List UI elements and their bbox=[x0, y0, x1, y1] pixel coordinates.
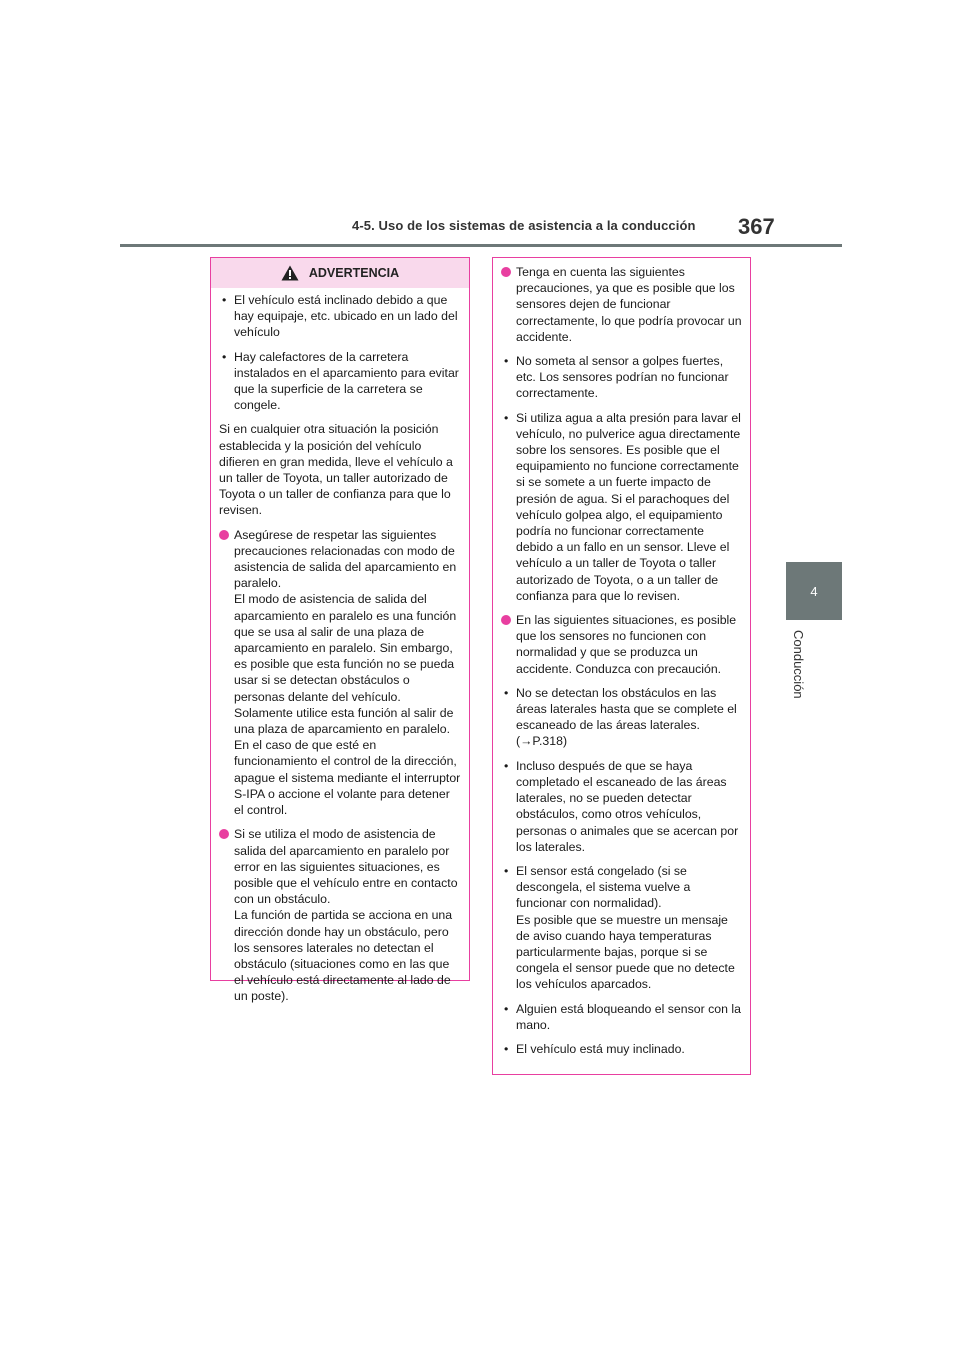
warning-header bbox=[211, 258, 469, 288]
circle-item-situations: En las siguientes situaciones, es posible que los sensores no funcionen con normalidad y que se produzca un accidente. Conduzca con precaución. bbox=[501, 612, 742, 677]
warning-title: ADVERTENCIA bbox=[308, 265, 400, 280]
warning-paragraph: Si en cualquier otra situación la posición establecida y la posición del vehículo difieren en gran medida, lleve el vehículo a un taller de Toyota, un taller autorizado de Toyota o un taller de confianza para que lo revisen. bbox=[219, 422, 453, 518]
page-number: 367 bbox=[738, 214, 775, 239]
circle-item-continuation: La función de partida se acciona en una dirección donde hay un obstáculo, pero los sensores laterales no detectan el obstáculo (situaciones como en las que el vehículo está directamente al lado de un poste). bbox=[234, 908, 453, 1004]
chapter-tab[interactable] bbox=[786, 562, 842, 620]
warning-circle-item-1 bbox=[219, 527, 461, 819]
bullet-side-scan-text: • No se detectan los obstáculos en las áreas laterales hasta que se complete el escaneado de las áreas laterales. bbox=[516, 685, 737, 733]
header-divider bbox=[120, 244, 842, 247]
bullet-after-scan: • Incluso después de que se haya completado el escaneado de las áreas laterales, no se pueden detectar obstáculos, como otros vehículos, personas o animales que se acercan por los laterales. bbox=[501, 758, 742, 855]
circle-item-text: Asegúrese de respetar las siguientes precauciones relacionadas con modo de asistencia de salida del aparcamiento en paralelo. bbox=[234, 527, 457, 591]
circle-item-text: Si se utiliza el modo de asistencia de salida del aparcamiento en paralelo por error en las siguientes situaciones, es posible que el vehículo entre en contacto con un obstáculo. bbox=[234, 827, 458, 907]
bullet-blocked-sensor: • Alguien está bloqueando el sensor con la mano. bbox=[501, 1001, 742, 1033]
bullet-side-scan bbox=[501, 685, 742, 750]
warning-circle-item-2 bbox=[219, 826, 461, 1004]
circle-item-continuation: El modo de asistencia de salida del aparcamiento en paralelo es una función que se usa al salir de una plaza de aparcamiento en paralelo. Sin embargo, es posible que esta función no se pueda usar si se detectan obstáculos o personas delante del vehículo. Solamente utilice esta función al salir de una plaza de aparcamiento en paralelo. En el caso de que esté en funcionamiento el control de la dirección, apague el sistema mediante el interruptor S-IPA o accione el volante para detener el control. bbox=[234, 592, 461, 818]
bullet-frozen-sensor bbox=[501, 863, 742, 993]
bullet-frozen-continuation: Es posible que se muestre un mensaje de aviso cuando haya temperaturas particularmente bajas, porque si se congela el sensor puede que no detecte los vehículos aparcados. bbox=[516, 912, 735, 992]
chapter-number: 4 bbox=[810, 583, 818, 599]
chapter-label: Conducción bbox=[791, 630, 806, 699]
bullet-frozen-text: • El sensor está congelado (si se descongela, el sistema vuelve a funcionar con normalidad). bbox=[516, 863, 691, 911]
warning-bullet-1: • El vehículo está inclinado debido a que hay equipaje, etc. ubicado en un lado del vehículo bbox=[219, 292, 461, 341]
warning-continuation-box bbox=[492, 257, 751, 1075]
circle-item-sensors: Tenga en cuenta las siguientes precauciones, ya que es posible que los sensores dejen de funcionar correctamente, lo que podría provocar un accidente. bbox=[501, 264, 742, 345]
warning-bullet-2: • Hay calefactores de la carretera instalados en el aparcamiento para evitar que la superficie de la carretera se congele. bbox=[219, 349, 461, 414]
section-title: 4-5. Uso de los sistemas de asistencia a la conducción bbox=[352, 218, 696, 233]
warning-triangle-icon bbox=[281, 265, 299, 281]
warning-box bbox=[210, 257, 470, 1004]
bullet-high-pressure-water: • Si utiliza agua a alta presión para lavar el vehículo, no pulverice agua directamente sobre los sensores. Es posible que el equipamiento no funcione correctamente si se somete a un fuerte impacto de presión de agua. Si el parachoques del vehículo golpea algo, el equipamiento podría no funcionar correctamente debido a un fallo en un sensor. Lleve el vehículo a un taller de Toyota o taller autorizado de Toyota, o a un taller de confianza para que lo revisen. bbox=[501, 410, 742, 604]
bullet-inclined-vehicle: • El vehículo está muy inclinado. bbox=[501, 1041, 742, 1057]
bullet-impacts: • No someta al sensor a golpes fuertes, etc. Los sensores podrían no funcionar correctamente. bbox=[501, 353, 742, 402]
page-reference-link[interactable]: (→P.318) bbox=[516, 734, 568, 749]
